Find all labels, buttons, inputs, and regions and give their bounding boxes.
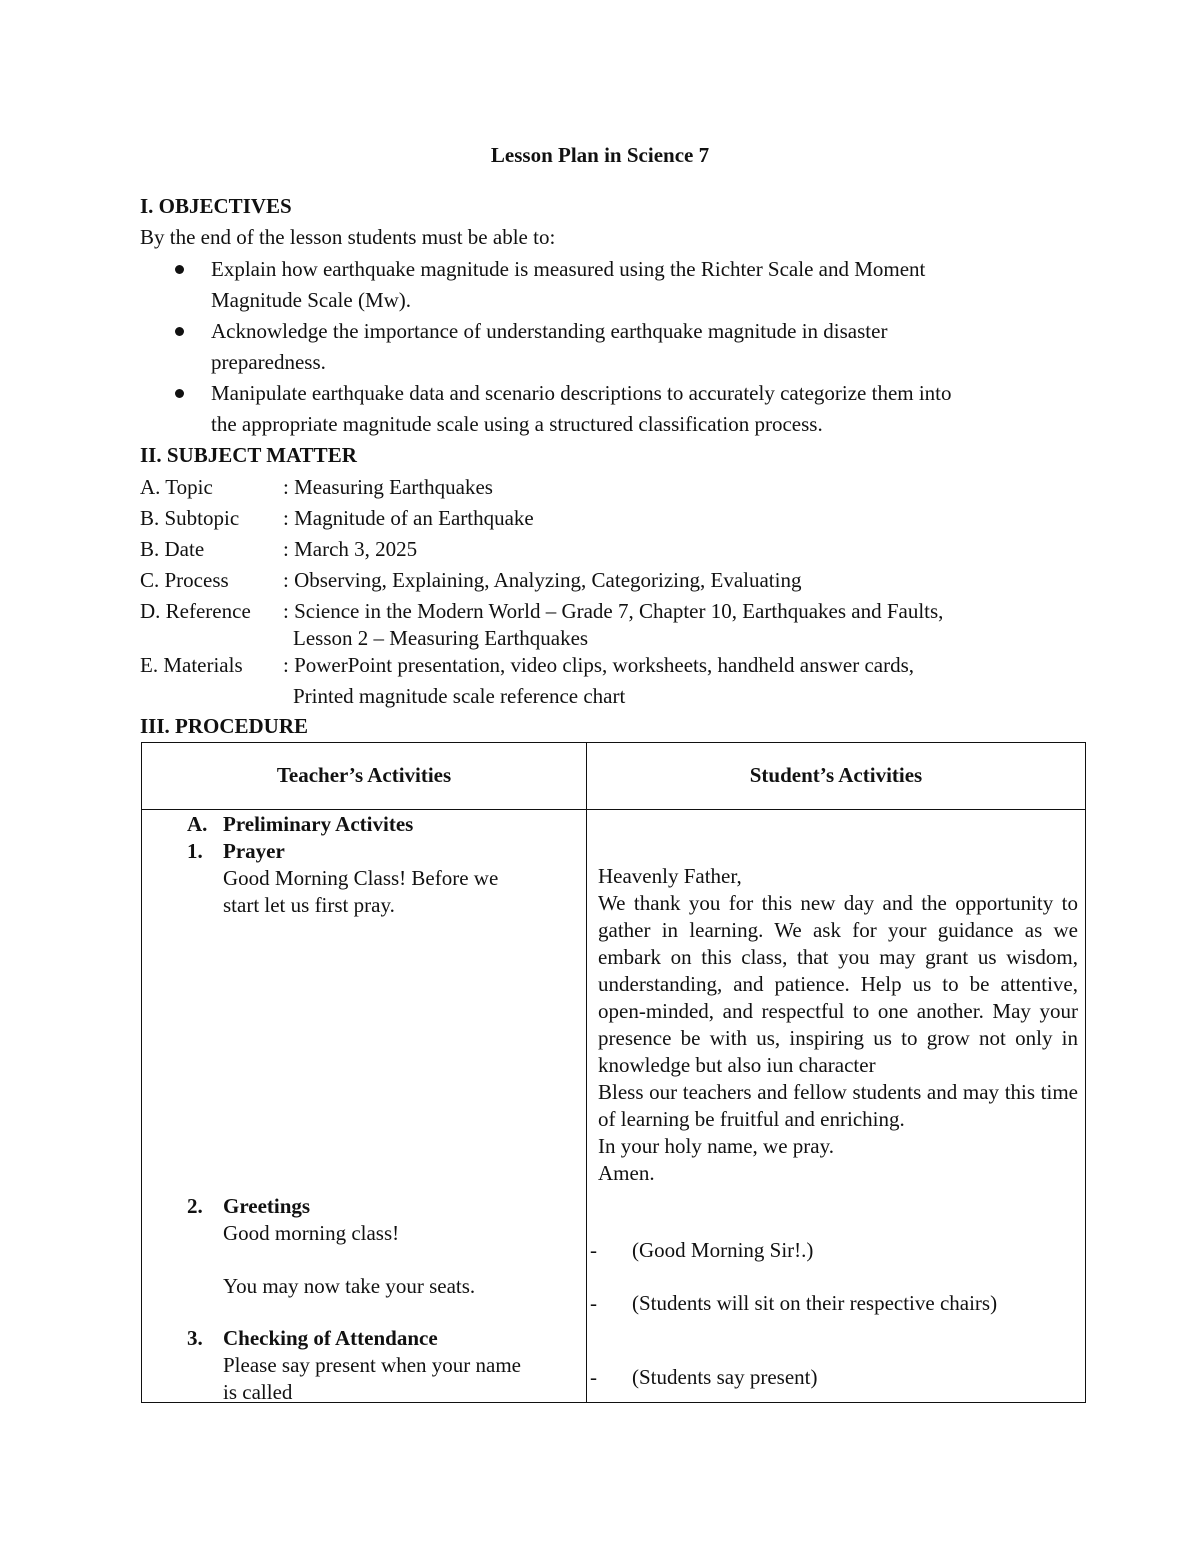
objectives-heading: I. OBJECTIVES xyxy=(140,194,292,218)
student-response: - (Students say present) xyxy=(590,1365,818,1389)
bullet-icon xyxy=(175,265,184,274)
step-number: 1. xyxy=(187,839,203,863)
student-prayer: Heavenly Father, We thank you for this new day and the opportunity to gather in learning. We ask for your guidance as we embark on this class, that you may grant us wisdom, understanding, and patience. Help us to be attentive, open-minded, and respectful to one another. May your presence be with us, inspiring us to grow not only in knowledge but also iun character Bless our teachers and fellow students and may this time of learning be fruitful and enriching. In your holy name, we pray. Amen. xyxy=(598,864,1078,1185)
step-prayer: Prayer Good Morning Class! Before we start let us first pray. xyxy=(223,839,499,917)
section-label: A. xyxy=(187,812,208,836)
bullet-icon xyxy=(175,389,184,398)
bullet-icon xyxy=(175,327,184,336)
objectives-list xyxy=(140,254,1060,440)
objectives-intro: By the end of the lesson students must be able to: xyxy=(140,225,556,249)
procedure-table xyxy=(141,742,1086,1403)
student-column-header: Student’s Activities xyxy=(749,763,923,787)
section-title: Preliminary Activites xyxy=(223,812,414,836)
document-title: Lesson Plan in Science 7 xyxy=(490,143,710,167)
step-number: 2. xyxy=(187,1194,203,1218)
step-greetings: Greetings Good morning class! You may now take your seats. xyxy=(223,1194,476,1298)
step-number: 3. xyxy=(187,1326,203,1350)
teacher-column-header: Teacher’s Activities xyxy=(276,763,452,787)
column-divider xyxy=(586,743,587,1402)
objective-item: Acknowledge the importance of understanding earthquake magnitude in disaster preparedness. xyxy=(140,316,1060,378)
subject-matter-heading: II. SUBJECT MATTER xyxy=(140,443,357,467)
document-page: Lesson Plan in Science 7 I. OBJECTIVES By the end of the lesson students must be able to: Explain how earthquake magnitude is measured using the Richter Scale and Moment Magnitude Scale (Mw). Acknowledge the importance of understanding earthquake magnitude in disaster preparedness. Manipulate earthquake data and scenario descriptions to accurately categorize them into the appropriate magnitude scale using a structured classification process. II. SUBJECT MATTER A. Topic : Measuring Earthquakes B. Subtopic : Magnitude of an Earthquake B. Date : March 3, 2025 C. Process : Observing, Explaining, Analyzing, Categorizing, Evaluating D. Reference : Science in the Modern World – Grade 7, Chapter 10, Earthquakes and Faults, Lesson 2 – Measuring Earthquakes E. Materials : PowerPoint presentation, video clips, worksheets, handheld answer cards, Printed magnitude scale reference chart III. PROCEDURE Teacher’s Activities Student’s Activities A. Preliminary Activites 1. Prayer Good Morning Class! Before we start let us first pray. 2. Greetings Good morning class! You may now take your seats. 3. Checking of Attendance Please say present when your name is called Heavenly Father, We thank you for this new day and the opportunity to gather in learning. We ask for your guidance as we embark on this class, that you may grant us wisdom, understanding, and patience. Help us to be attentive, open-minded, and respectful to one another. May your presence be with us, inspiring us to grow not only in knowledge but also iun character Bless our teachers and fellow students and may this time of learning be fruitful and enriching. In your holy name, we pray. Amen. - (Good Morning Sir!.) - (Students will sit on their respective chairs) - (Students say present) xyxy=(0,0,1200,1553)
student-response: - (Good Morning Sir!.) xyxy=(590,1238,814,1262)
header-divider xyxy=(142,809,1085,810)
objective-item: Explain how earthquake magnitude is measured using the Richter Scale and Moment Magnitude Scale (Mw). xyxy=(140,254,1060,316)
student-response: - (Students will sit on their respective chairs) xyxy=(590,1291,998,1315)
step-attendance: Checking of Attendance Please say present when your name is called xyxy=(223,1326,521,1404)
objective-item: Manipulate earthquake data and scenario descriptions to accurately categorize them into the appropriate magnitude scale using a structured classification process. xyxy=(140,378,1060,440)
procedure-heading: III. PROCEDURE xyxy=(140,714,309,738)
